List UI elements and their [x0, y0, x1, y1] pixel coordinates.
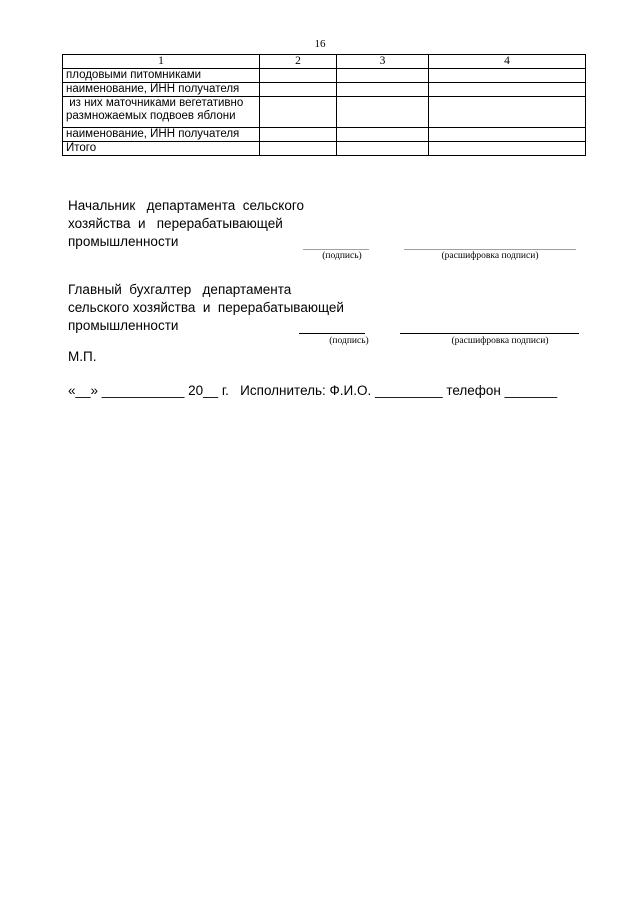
signature-line [303, 249, 369, 250]
table-cell [337, 83, 429, 97]
table-cell [337, 97, 429, 128]
table-cell [429, 128, 586, 142]
stamp-placeholder: М.П. [68, 349, 97, 364]
signatory-title-line: промышленности [68, 234, 179, 249]
row-label: наименование, ИНН получателя [63, 128, 260, 142]
column-header-2: 2 [260, 55, 337, 69]
column-header-3: 3 [337, 55, 429, 69]
table-cell [337, 69, 429, 83]
table-cell [429, 83, 586, 97]
decoding-caption: (расшифровка подписи) [451, 336, 549, 346]
signatory-title-line: сельского хозяйства и перерабатывающей [68, 300, 344, 315]
table-cell [429, 142, 586, 156]
column-header-1: 1 [63, 55, 260, 69]
row-label: Итого [63, 142, 260, 156]
table-cell [260, 69, 337, 83]
footer-date-executor-line: «__» ___________ 20__ г. Исполнитель: Ф.И.О. _________ телефон _______ [68, 383, 558, 398]
head-of-department-block [68, 197, 304, 251]
row-label: из них маточниками вегетативно размножаемых подвоев яблони [63, 97, 260, 128]
signatory-title-line: хозяйства и перерабатывающей [68, 216, 283, 231]
table-cell [260, 128, 337, 142]
decoding-caption: (расшифровка подписи) [441, 251, 539, 261]
signature-line [299, 333, 365, 334]
table-header-row [63, 55, 586, 69]
table-row [63, 69, 586, 83]
signatory-title-line: Главный бухгалтер департамента [68, 282, 292, 297]
table-cell [260, 142, 337, 156]
row-label: плодовыми питомниками [63, 69, 260, 83]
signatory-title-line: промышленности [68, 318, 179, 333]
table-row-total [63, 142, 586, 156]
table-cell [429, 69, 586, 83]
table-row [63, 128, 586, 142]
signature-caption: (подпись) [329, 336, 369, 346]
table-cell [429, 97, 586, 128]
signature-decoding-line [400, 333, 579, 334]
signatory-title-line: Начальник департамента сельского [68, 198, 304, 213]
chief-accountant-block [68, 281, 344, 335]
row-label: наименование, ИНН получателя [63, 83, 260, 97]
page-number: 16 [314, 38, 326, 50]
table-cell [260, 97, 337, 128]
column-header-4: 4 [429, 55, 586, 69]
signature-decoding-line [404, 249, 576, 250]
table-cell [337, 128, 429, 142]
table-cell [337, 142, 429, 156]
table-row [63, 83, 586, 97]
table-row [63, 97, 586, 128]
signature-caption: (подпись) [322, 251, 362, 261]
table-cell [260, 83, 337, 97]
subsidy-table [62, 54, 586, 156]
